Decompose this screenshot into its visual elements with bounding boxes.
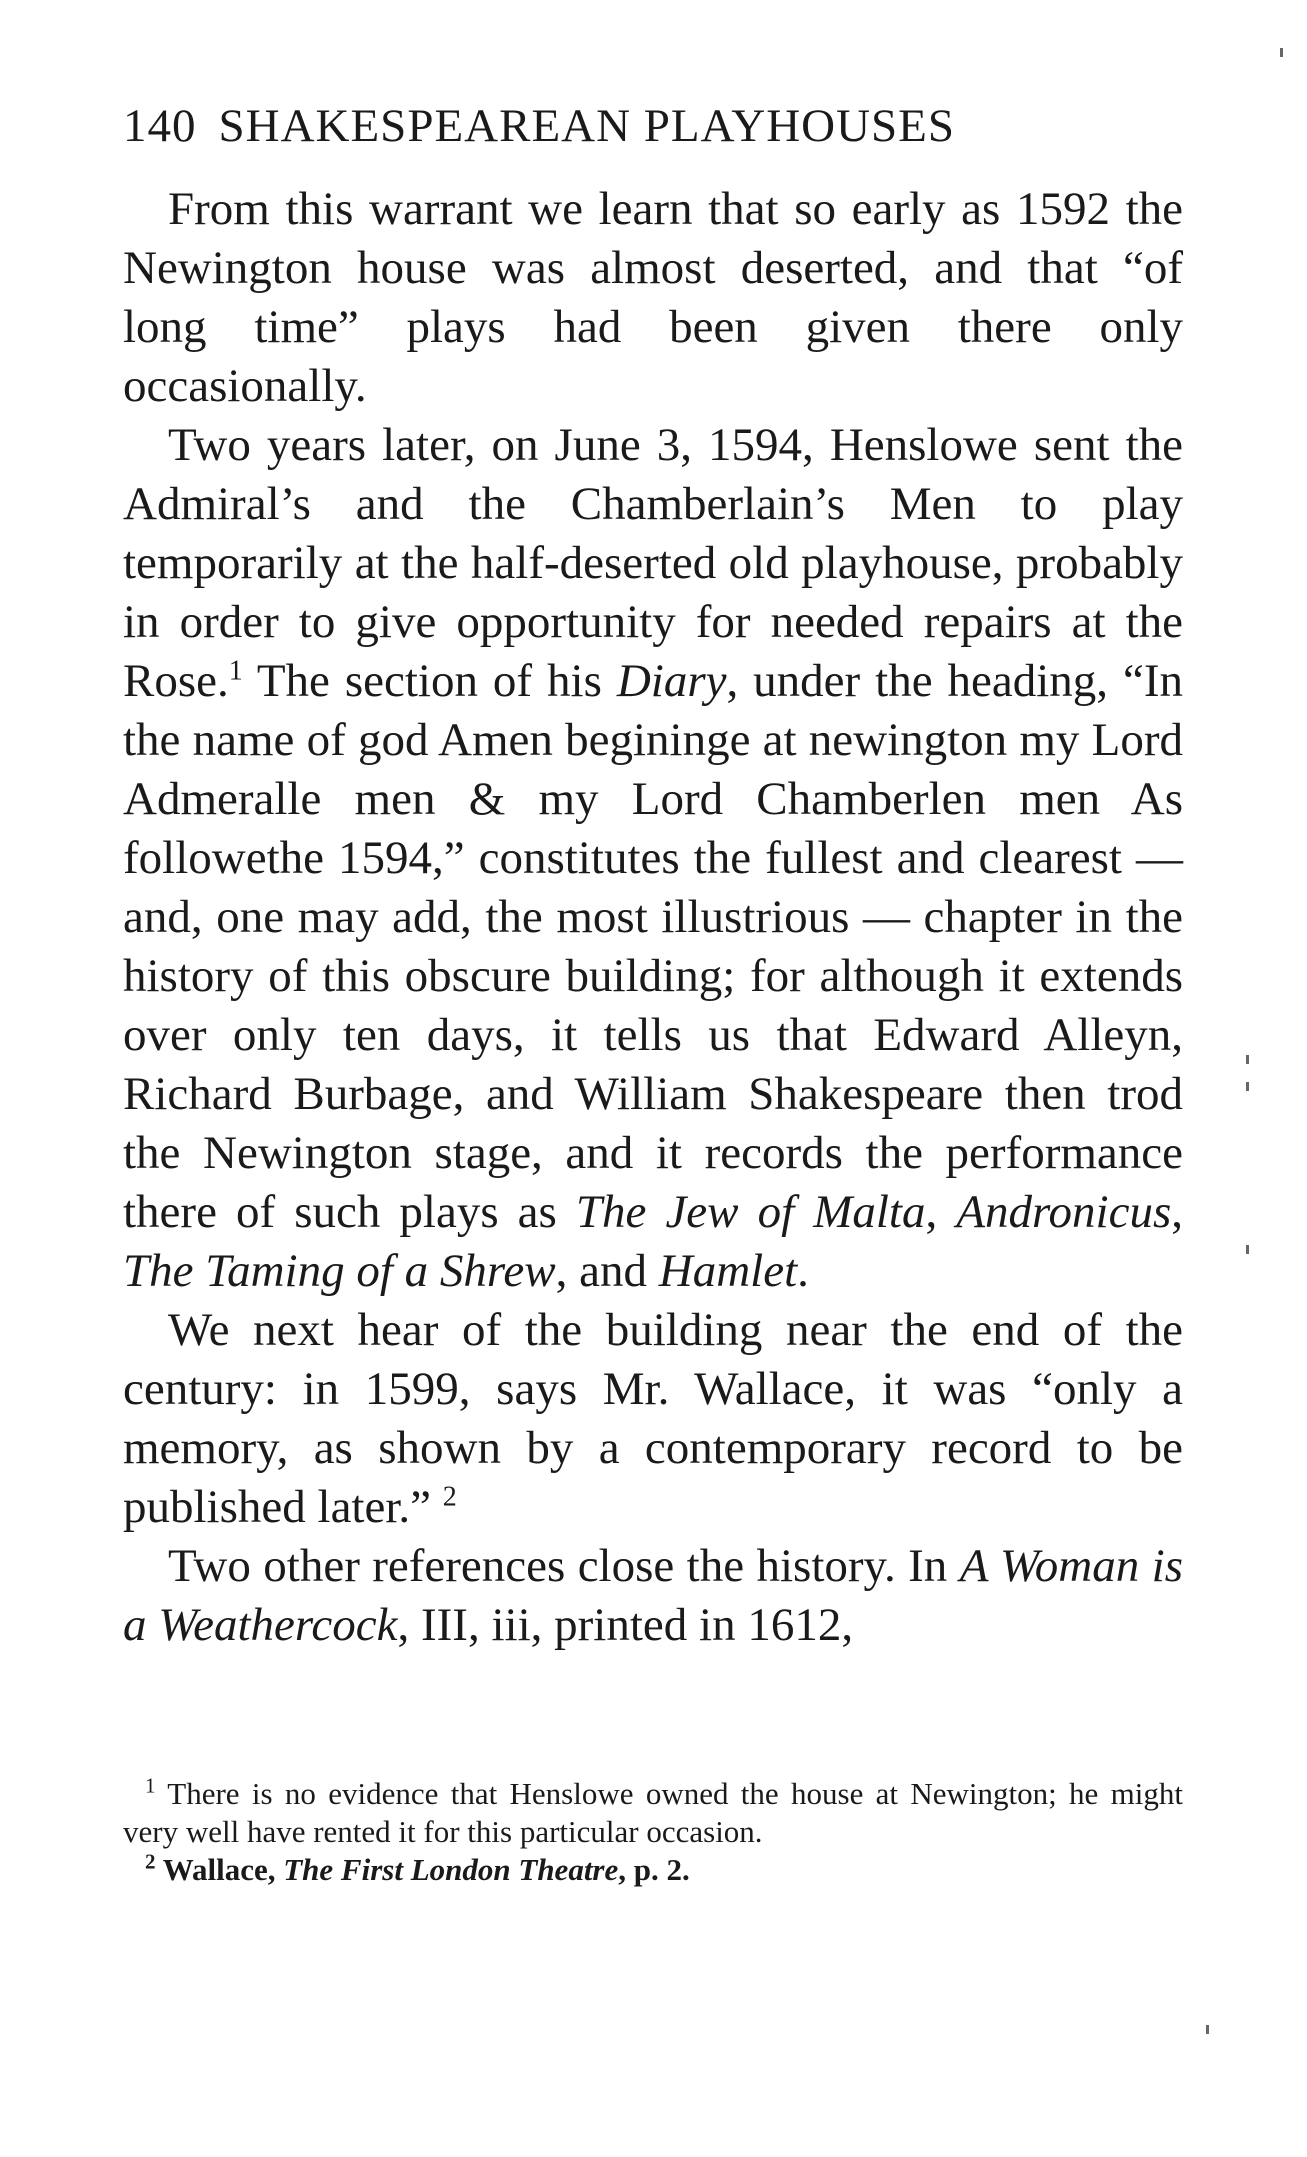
title-jew-of-malta: The Jew of Malta [575, 1186, 926, 1238]
footnotes [123, 1775, 1183, 1889]
margin-speck [1246, 1055, 1249, 1064]
footnote-1-text: There is no evidence that Henslowe owned the house at Newington; he might very well have rented it for this particular occasion. [123, 1776, 1183, 1849]
paragraph-4-text-b: , III, iii, printed in 1612, [397, 1599, 854, 1651]
paragraph-4 [123, 1537, 1183, 1655]
footnote-ref-2: 2 [442, 1481, 457, 1513]
separator: , [1171, 1186, 1183, 1238]
margin-speck [1246, 1082, 1249, 1091]
title-andronicus: Andronicus [956, 1186, 1172, 1238]
paragraph-2-text-b: The section of his [242, 655, 617, 707]
title-taming-of-a-shrew: The Taming of a Shrew [123, 1245, 556, 1297]
title-first-london-theatre: The First London Theatre [283, 1852, 619, 1887]
footnote-mark-2: 2 [145, 1849, 156, 1874]
margin-speck [1280, 48, 1283, 57]
margin-speck [1206, 2025, 1209, 2034]
footnote-mark-1: 1 [145, 1773, 156, 1798]
sentence-end: . [797, 1245, 809, 1297]
body-text [123, 180, 1183, 1655]
paragraph-2 [123, 416, 1183, 1301]
paragraph-2-text-a: Two years later, on June 3, 1594, Henslowe sent the Admiral’s and the Chamberlain’s Men to play temporarily at the half-deserted old playhouse, probably in order to give opportunity for needed repairs at the Rose. [123, 419, 1183, 707]
title-woman-is-a-weathercock: A Woman is a Weathercock [123, 1540, 1183, 1651]
margin-speck [1246, 1245, 1249, 1254]
running-title: SHAKESPEAREAN PLAYHOUSES [218, 100, 956, 152]
title-hamlet: Hamlet [658, 1245, 798, 1297]
paragraph-3-text: We next hear of the building near the end of the century: in 1599, says Mr. Wallace, it was “only a memory, as shown by a contemporary record to be published later.” [123, 1304, 1183, 1533]
paragraph-1: From this warrant we learn that so early as 1592 the Newington house was almost deserted, and that “of long time” plays had been given there only occasionally. [123, 183, 1183, 412]
paragraph-4-text-a: Two other references close the history. In [168, 1540, 960, 1592]
separator: , [925, 1186, 957, 1238]
footnote-2 [123, 1851, 1183, 1889]
paragraph-2-text-c: , under the heading, “In the name of god Amen begininge at newington my Lord Admeralle men & my Lord Chamberlen men As followethe 1594,” constitutes the fullest and clearest — and, one may add, the most illustrious — chapter in the history of this obscure building; for although it extends over only ten days, it tells us that Edward Alleyn, Richard Burbage, and William Shakespeare then trod the Newington stage, and it records the performance there of such plays as [123, 655, 1183, 1238]
separator: , and [555, 1245, 659, 1297]
title-diary: Diary [616, 655, 727, 707]
paragraph-3 [123, 1301, 1183, 1537]
running-head [123, 96, 1183, 156]
footnote-ref-1: 1 [228, 655, 243, 687]
page-number: 140 [123, 100, 197, 152]
footnote-2-text-a: Wallace, [162, 1852, 284, 1887]
footnote-2-text-b: , p. 2. [618, 1852, 690, 1887]
footnote-1 [123, 1775, 1183, 1851]
